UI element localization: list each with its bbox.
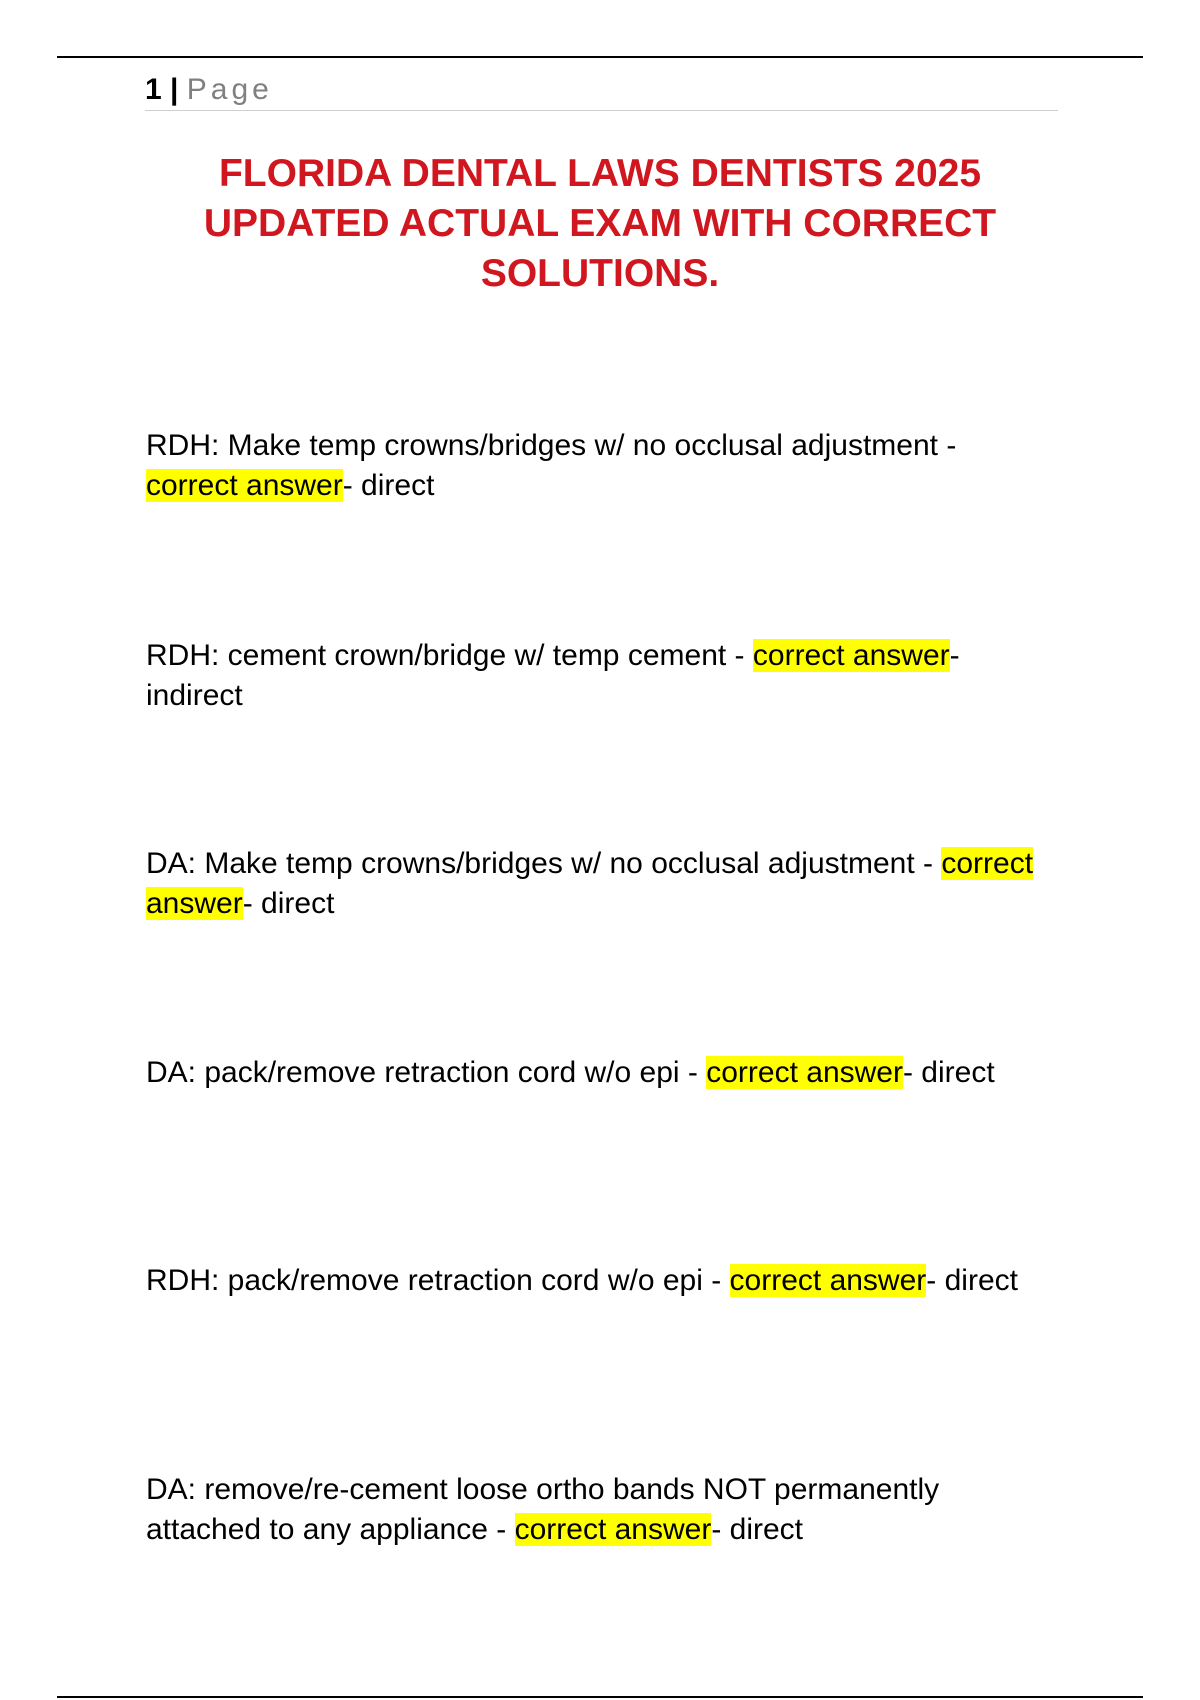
question-text: RDH: cement crown/bridge w/ temp cement - bbox=[146, 639, 745, 672]
answer-text: - direct bbox=[242, 887, 335, 920]
question-text: RDH: pack/remove retraction cord w/o epi - bbox=[146, 1264, 722, 1297]
answer-text: - indirect bbox=[146, 639, 960, 712]
qa-item bbox=[146, 1261, 1046, 1301]
answer-label: correct answer bbox=[146, 469, 343, 502]
top-rule bbox=[57, 56, 1143, 58]
answer-text: - direct bbox=[902, 1056, 995, 1089]
answer-text: - direct bbox=[711, 1513, 804, 1546]
document-title: FLORIDA DENTAL LAWS DENTISTS 2025 UPDATED ACTUAL EXAM WITH CORRECT SOLUTIONS. bbox=[203, 152, 997, 295]
answer-text: - direct bbox=[926, 1264, 1018, 1297]
page-word: Page bbox=[186, 73, 273, 106]
page-separator: | bbox=[170, 73, 179, 106]
answer-label: correct answer bbox=[706, 1056, 903, 1089]
qa-item bbox=[146, 1470, 1046, 1550]
page-number: 1 bbox=[145, 73, 162, 106]
bottom-rule bbox=[57, 1696, 1143, 1698]
qa-item bbox=[146, 426, 1046, 506]
answer-label: correct answer bbox=[146, 847, 1034, 920]
page-header bbox=[145, 72, 1058, 111]
qa-item bbox=[146, 1053, 1046, 1093]
question-text: DA: Make temp crowns/bridges w/ no occlusal adjustment - bbox=[146, 847, 933, 880]
answer-label: correct answer bbox=[729, 1264, 927, 1297]
qa-item bbox=[146, 844, 1046, 924]
question-text: DA: pack/remove retraction cord w/o epi - bbox=[146, 1056, 698, 1089]
answer-text: - direct bbox=[342, 469, 435, 502]
answer-label: correct answer bbox=[752, 639, 950, 672]
qa-item bbox=[146, 636, 1046, 716]
answer-label: correct answer bbox=[514, 1513, 712, 1546]
question-text: DA: remove/re-cement loose ortho bands NOT permanently attached to any appliance - bbox=[146, 1473, 940, 1546]
question-text: RDH: Make temp crowns/bridges w/ no occlusal adjustment - bbox=[146, 429, 957, 462]
